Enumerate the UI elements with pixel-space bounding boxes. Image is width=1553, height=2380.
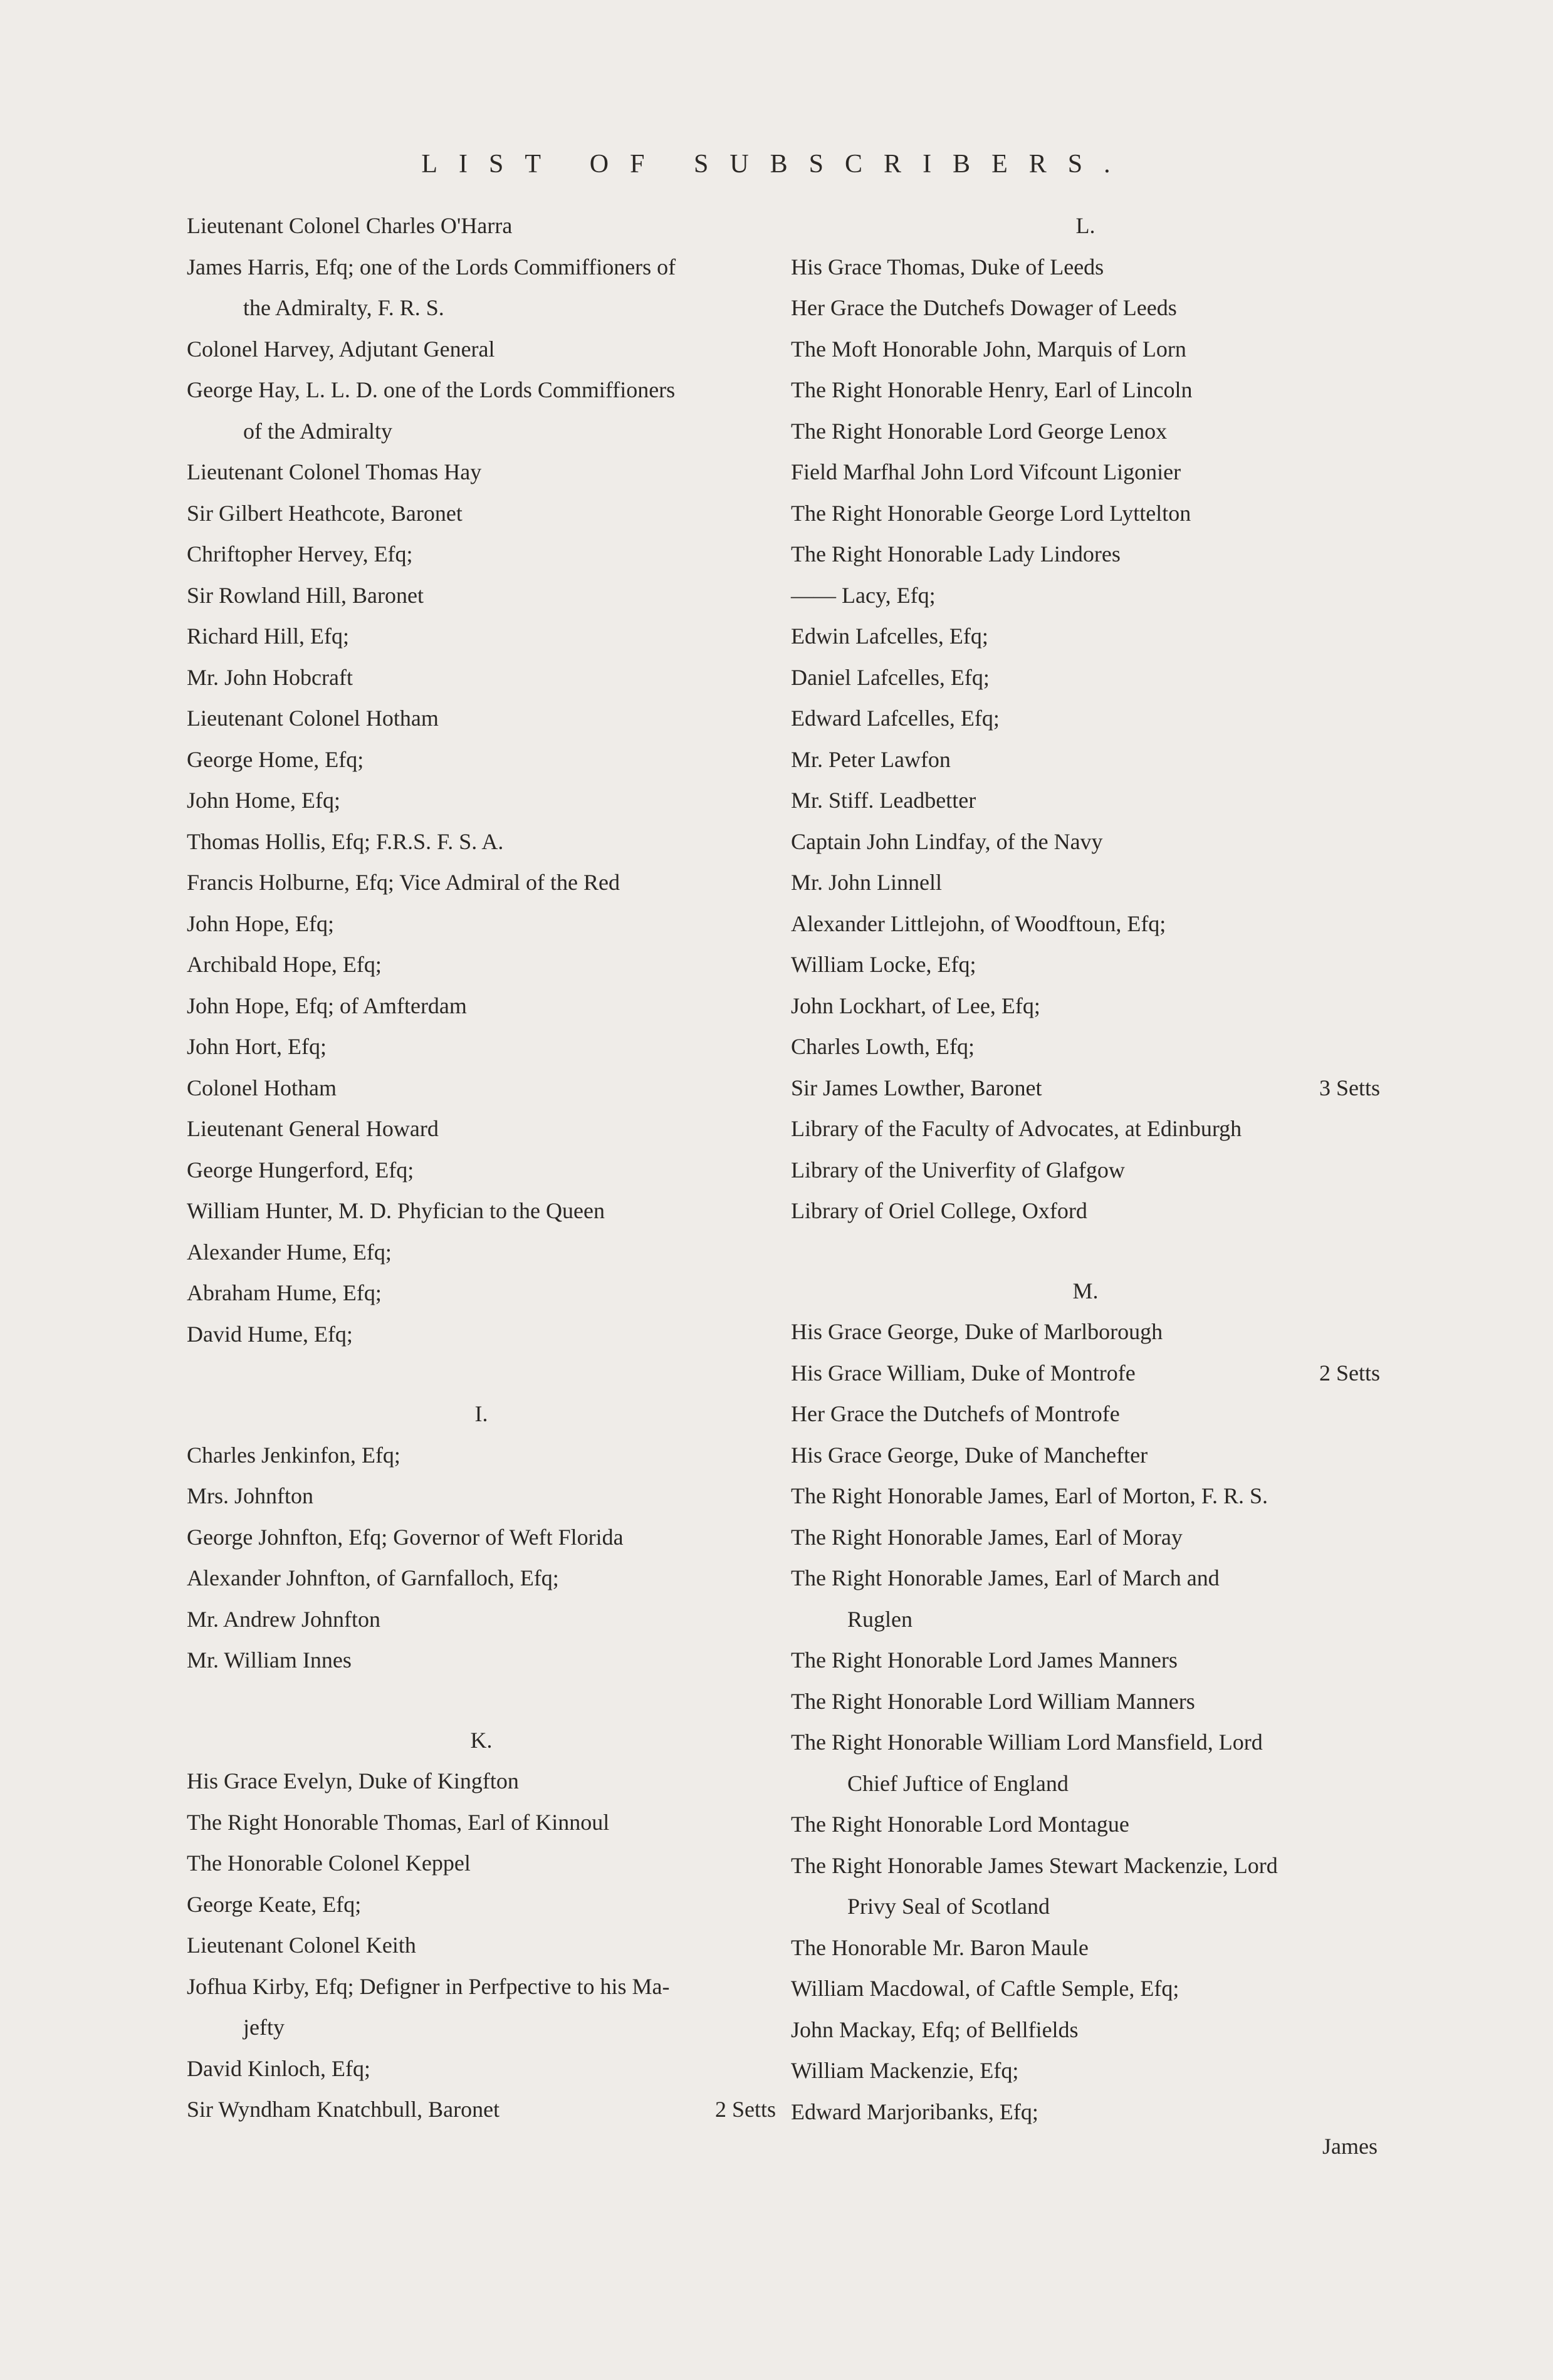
- subscriber-name: Chriftopher Hervey, Efq;: [187, 541, 413, 566]
- subscriber-name: Mr. Stiff. Leadbetter: [791, 788, 976, 813]
- subscriber-name: Mr. Andrew Johnfton: [187, 1606, 380, 1632]
- subscriber-name: John Lockhart, of Lee, Efq;: [791, 993, 1040, 1018]
- subscriber-entry: [187, 1314, 776, 1355]
- subscriber-name: Lieutenant Colonel Hotham: [187, 706, 439, 731]
- section-gap: [187, 1681, 776, 1720]
- subscriber-name: John Hope, Efq;: [187, 911, 334, 936]
- subscriber-entry: [791, 534, 1380, 575]
- subscriber-name: The Right Honorable Henry, Earl of Lincoln: [791, 377, 1193, 402]
- subscriber-name: The Right Honorable James, Earl of March and: [791, 1565, 1220, 1590]
- subscriber-entry: [791, 1312, 1380, 1353]
- subscriber-entry: [187, 1191, 776, 1232]
- subscriber-entry: [187, 698, 776, 739]
- section-gap: [187, 1355, 776, 1394]
- subscriber-name: Richard Hill, Efq;: [187, 624, 349, 649]
- subscriber-entry: [791, 657, 1380, 699]
- subscriber-entry: [791, 1722, 1380, 1804]
- subscriber-name: David Kinloch, Efq;: [187, 2055, 370, 2081]
- subscriber-entry: [791, 780, 1380, 822]
- subscriber-name: Archibald Hope, Efq;: [187, 952, 382, 977]
- subscriber-entry: [187, 1640, 776, 1681]
- subscriber-name: Lieutenant Colonel Thomas Hay: [187, 459, 482, 484]
- subscriber-name: His Grace William, Duke of Montrofe: [791, 1360, 1136, 1386]
- page-title: LIST OF SUBSCRIBERS.: [421, 150, 1132, 179]
- subscriber-name: The Honorable Mr. Baron Maule: [791, 1934, 1089, 1960]
- subscriber-name: The Right Honorable Lord Montague: [791, 1812, 1129, 1837]
- subscriber-name: Mrs. Johnfton: [187, 1483, 314, 1508]
- subscriber-name: Alexander Hume, Efq;: [187, 1239, 392, 1265]
- subscriber-entry: [187, 616, 776, 657]
- subscriber-name: Captain John Lindfay, of the Navy: [791, 828, 1103, 854]
- subscriber-entry: [791, 2010, 1380, 2051]
- subscriber-name: Lieutenant Colonel Charles O'Harra: [187, 213, 513, 238]
- subscriber-name: Sir Gilbert Heathcote, Baronet: [187, 500, 463, 526]
- subscriber-name: The Right Honorable Lord William Manners: [791, 1688, 1195, 1714]
- subscriber-name: —— Lacy, Efq;: [791, 582, 936, 608]
- subscriber-entry: [791, 698, 1380, 739]
- subscriber-name: His Grace Thomas, Duke of Leeds: [791, 254, 1104, 279]
- subscriber-name: James Harris, Efq; one of the Lords Commiffioners of: [187, 254, 676, 279]
- subscriber-entry: [187, 206, 776, 247]
- subscriber-name: Mr. Peter Lawfon: [791, 746, 951, 772]
- subscriber-name: Mr. William Innes: [187, 1647, 352, 1673]
- subscriber-name: Sir James Lowther, Baronet: [791, 1075, 1042, 1100]
- subscriber-name: Abraham Hume, Efq;: [187, 1280, 382, 1305]
- subscriber-entry: [791, 1928, 1380, 1969]
- subscriber-name: Alexander Littlejohn, of Woodftoun, Efq;: [791, 911, 1166, 936]
- subscriber-name: Her Grace the Dutchefs Dowager of Leeds: [791, 295, 1177, 320]
- sets-count: 3 Setts: [1319, 1075, 1380, 1100]
- subscriber-entry: [791, 452, 1380, 493]
- subscriber-entry: [187, 1150, 776, 1191]
- subscriber-name: Alexander Johnfton, of Garnfalloch, Efq;: [187, 1565, 559, 1590]
- right-column: [791, 206, 1380, 2132]
- subscriber-name: Lieutenant Colonel Keith: [187, 1933, 416, 1958]
- subscriber-name: Charles Jenkinfon, Efq;: [187, 1442, 400, 1468]
- sets-count: 2 Setts: [714, 2097, 776, 2122]
- subscriber-name: The Right Honorable Thomas, Earl of Kinnoul: [187, 1809, 610, 1835]
- subscriber-name: George Hungerford, Efq;: [187, 1157, 414, 1182]
- subscriber-entry: [187, 904, 776, 945]
- subscriber-entry: [187, 1109, 776, 1150]
- subscriber-entry: [791, 1353, 1380, 1394]
- subscriber-entry: [791, 493, 1380, 535]
- subscriber-entry: [791, 1476, 1380, 1517]
- subscriber-entry: [791, 2092, 1380, 2133]
- subscriber-entry: [187, 1761, 776, 1802]
- subscriber-name-continuation: Privy Seal of Scotland: [847, 1894, 1050, 1919]
- subscriber-name: Sir Rowland Hill, Baronet: [187, 582, 424, 608]
- subscriber-entry: [791, 1845, 1380, 1928]
- subscriber-entry: [791, 575, 1380, 617]
- subscriber-entry: [791, 862, 1380, 904]
- subscriber-entry: [791, 247, 1380, 288]
- subscriber-entry: [187, 370, 776, 452]
- subscriber-entry: [791, 739, 1380, 781]
- subscriber-name: Mr. John Hobcraft: [187, 664, 353, 690]
- subscriber-name: Library of the Univerfity of Glafgow: [791, 1157, 1125, 1182]
- subscriber-name: Colonel Harvey, Adjutant General: [187, 336, 495, 362]
- subscriber-name: Daniel Lafcelles, Efq;: [791, 664, 990, 690]
- subscriber-entry: [187, 1232, 776, 1273]
- subscriber-name: George Hay, L. L. D. one of the Lords Commiffioners: [187, 377, 676, 402]
- subscriber-name: David Hume, Efq;: [187, 1321, 353, 1347]
- subscriber-entry: [791, 370, 1380, 411]
- subscriber-name: William Mackenzie, Efq;: [791, 2058, 1019, 2083]
- subscriber-entry: [187, 822, 776, 863]
- subscriber-name: Thomas Hollis, Efq; F.R.S. F. S. A.: [187, 828, 504, 854]
- subscriber-name: His Grace Evelyn, Duke of Kingfton: [187, 1768, 519, 1793]
- subscriber-name: Her Grace the Dutchefs of Montrofe: [791, 1401, 1120, 1426]
- subscriber-name: Jofhua Kirby, Efq; Defigner in Perfpective to his Ma-: [187, 1973, 670, 1999]
- subscriber-entry: [791, 944, 1380, 986]
- subscriber-entry: [187, 1273, 776, 1314]
- subscriber-entry: [791, 1968, 1380, 2010]
- subscriber-entry: [187, 2089, 776, 2131]
- subscriber-entry: [187, 739, 776, 781]
- subscriber-entry: [791, 2050, 1380, 2092]
- subscriber-name: The Right Honorable James Stewart Mackenzie, Lord: [791, 1852, 1278, 1878]
- subscriber-entry: [791, 1681, 1380, 1723]
- subscriber-name: George Keate, Efq;: [187, 1891, 362, 1917]
- section-letter-heading: I.: [474, 1401, 488, 1426]
- subscriber-name: Colonel Hotham: [187, 1075, 337, 1100]
- subscriber-name: The Honorable Colonel Keppel: [187, 1850, 471, 1876]
- subscriber-entry: [187, 1435, 776, 1476]
- sets-count: 2 Setts: [1319, 1360, 1380, 1386]
- section-letter-heading: M.: [1072, 1278, 1099, 1303]
- subscriber-name: Charles Lowth, Efq;: [791, 1034, 975, 1059]
- subscriber-entry: [187, 657, 776, 699]
- subscriber-entry: [791, 822, 1380, 863]
- subscriber-name-continuation: Ruglen: [847, 1606, 912, 1632]
- subscriber-name-continuation: the Admiralty, F. R. S.: [243, 295, 444, 320]
- subscriber-entry: [187, 862, 776, 904]
- subscriber-name: The Right Honorable Lord George Lenox: [791, 418, 1168, 444]
- subscriber-name: The Right Honorable James, Earl of Morton, F. R. S.: [791, 1483, 1268, 1508]
- subscriber-entry: [187, 493, 776, 535]
- subscriber-name: The Moft Honorable John, Marquis of Lorn: [791, 336, 1186, 362]
- subscriber-entry: [187, 1884, 776, 1926]
- subscriber-entry: [187, 1966, 776, 2049]
- subscriber-name: Edward Lafcelles, Efq;: [791, 706, 1000, 731]
- section-letter-heading: L.: [1075, 213, 1095, 238]
- subscriber-name: George Johnfton, Efq; Governor of Weft Florida: [187, 1524, 624, 1550]
- subscriber-entry: [791, 1517, 1380, 1558]
- subscriber-entry: [187, 1558, 776, 1599]
- subscriber-name: John Hort, Efq;: [187, 1034, 327, 1059]
- subscriber-entry: [187, 1476, 776, 1517]
- subscriber-name: Lieutenant General Howard: [187, 1116, 439, 1141]
- subscriber-entry: [187, 1026, 776, 1068]
- subscriber-entry: [791, 986, 1380, 1027]
- subscriber-entry: [791, 1558, 1380, 1640]
- subscriber-name: The Right Honorable Lord James Manners: [791, 1647, 1178, 1673]
- subscriber-name: Sir Wyndham Knatchbull, Baronet: [187, 2097, 500, 2122]
- subscriber-name: The Right Honorable James, Earl of Moray: [791, 1524, 1183, 1550]
- subscriber-name-continuation: Chief Juftice of England: [847, 1770, 1069, 1796]
- subscriber-name: The Right Honorable William Lord Mansfield, Lord: [791, 1730, 1263, 1755]
- subscriber-entry: [187, 1802, 776, 1844]
- subscriber-entry: [791, 616, 1380, 657]
- subscriber-entry: [791, 288, 1380, 329]
- subscriber-entry: [187, 944, 776, 986]
- subscriber-entry: [187, 1599, 776, 1641]
- subscriber-entry: [187, 780, 776, 822]
- subscriber-name: Library of Oriel College, Oxford: [791, 1198, 1087, 1223]
- subscriber-name: Mr. John Linnell: [791, 870, 942, 895]
- subscriber-entry: [187, 1517, 776, 1558]
- subscriber-name: Library of the Faculty of Advocates, at Edinburgh: [791, 1116, 1242, 1141]
- catchword: James: [1322, 2134, 1378, 2159]
- subscriber-name: John Hope, Efq; of Amfterdam: [187, 993, 467, 1018]
- subscriber-name: His Grace George, Duke of Manchefter: [791, 1442, 1148, 1468]
- section-letter-heading: K.: [470, 1727, 493, 1753]
- subscriber-entry: [791, 1804, 1380, 1845]
- subscriber-entry: [791, 411, 1380, 452]
- subscriber-entry: [187, 1843, 776, 1884]
- subscriber-name: Field Marfhal John Lord Vifcount Ligonier: [791, 459, 1181, 484]
- subscriber-name: Edwin Lafcelles, Efq;: [791, 624, 988, 649]
- subscriber-entry: [791, 1026, 1380, 1068]
- subscriber-entry: [791, 1068, 1380, 1109]
- subscriber-entry: [791, 329, 1380, 370]
- subscriber-entry: [791, 1394, 1380, 1435]
- subscriber-name: His Grace George, Duke of Marlborough: [791, 1319, 1163, 1344]
- subscriber-name: John Mackay, Efq; of Bellfields: [791, 2017, 1079, 2042]
- left-column: [187, 206, 776, 2131]
- subscriber-name: The Right Honorable George Lord Lyttelton: [791, 500, 1191, 526]
- subscriber-entry: [187, 2049, 776, 2090]
- subscriber-entry: [187, 247, 776, 329]
- subscriber-name: John Home, Efq;: [187, 788, 340, 813]
- subscriber-name: William Locke, Efq;: [791, 952, 976, 977]
- subscriber-entry: [187, 986, 776, 1027]
- subscriber-name: George Home, Efq;: [187, 746, 364, 772]
- subscriber-name-continuation: of the Admiralty: [243, 418, 392, 444]
- subscriber-entry: [187, 1925, 776, 1966]
- subscriber-entry: [791, 1640, 1380, 1681]
- subscriber-entry: [791, 1435, 1380, 1476]
- subscriber-entry: [791, 904, 1380, 945]
- subscriber-entry: [187, 329, 776, 370]
- subscriber-entry: [187, 1068, 776, 1109]
- subscriber-entry: [187, 534, 776, 575]
- subscriber-name-continuation: jefty: [243, 2015, 285, 2040]
- subscriber-name: William Macdowal, of Caftle Semple, Efq;: [791, 1976, 1179, 2001]
- subscriber-name: The Right Honorable Lady Lindores: [791, 541, 1121, 566]
- subscriber-entry: [791, 1109, 1380, 1150]
- subscriber-entry: [187, 575, 776, 617]
- subscriber-entry: [187, 452, 776, 493]
- subscriber-name: William Hunter, M. D. Phyfician to the Queen: [187, 1198, 605, 1223]
- subscriber-entry: [791, 1150, 1380, 1191]
- section-gap: [791, 1232, 1380, 1271]
- subscriber-entry: [791, 1191, 1380, 1232]
- subscriber-name: Francis Holburne, Efq; Vice Admiral of the Red: [187, 870, 620, 895]
- subscriber-name: Edward Marjoribanks, Efq;: [791, 2099, 1038, 2124]
